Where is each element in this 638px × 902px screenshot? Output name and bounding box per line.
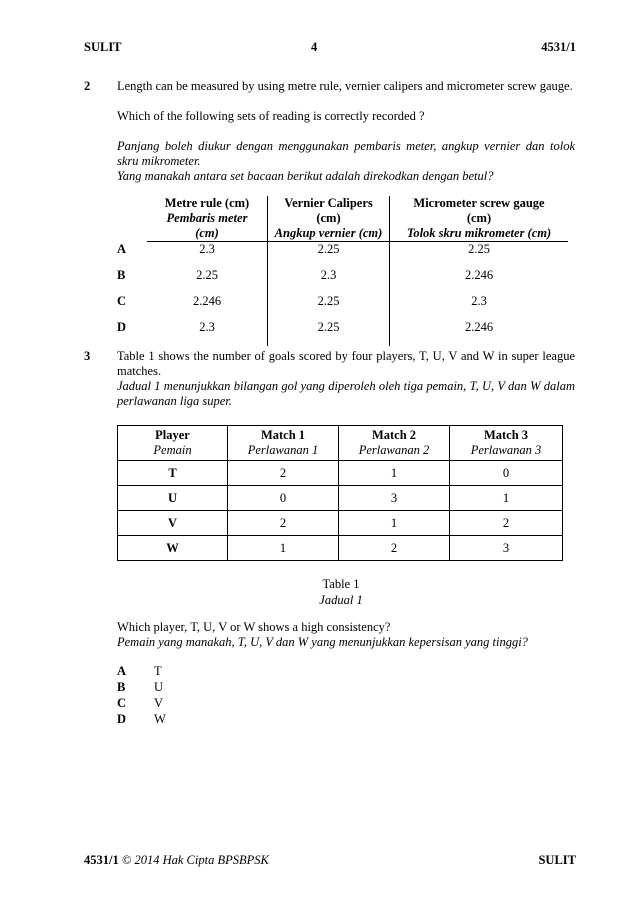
question-3-ask-ms: Pemain yang manakah, T, U, V dan W yang menunjukkan kepersisan yang tinggi? — [117, 635, 528, 649]
player-name: T — [118, 461, 228, 486]
table-row — [118, 536, 563, 561]
option-label: C — [117, 294, 127, 308]
table-row — [117, 320, 568, 346]
header-paper-code: 4531/1 — [541, 40, 576, 54]
col-header-match-1: Match 1 Perlawanan 1 — [228, 426, 339, 461]
footer-copyright-text: © 2014 Hak Cipta BPSBPSK — [121, 853, 269, 867]
cell-value: 2.3 — [268, 268, 390, 294]
cell-value: 1 — [228, 536, 339, 561]
question-2-number: 2 — [84, 79, 91, 93]
cell-value: 2.246 — [192, 294, 222, 308]
cell-value: 3 — [339, 486, 450, 511]
question-3-ask-en: Which player, T, U, V or W shows a high consistency? — [117, 620, 391, 634]
col-header-match-3: Match 3 Perlawanan 3 — [450, 426, 563, 461]
cell-value: 2 — [228, 511, 339, 536]
goals-table — [117, 425, 563, 561]
player-name: W — [118, 536, 228, 561]
col-header-metre-rule: Metre rule (cm) Pembaris meter (cm) — [147, 196, 268, 242]
table-row — [118, 461, 563, 486]
option-label: B — [117, 268, 126, 282]
cell-value: 1 — [450, 486, 563, 511]
question-3-number: 3 — [84, 349, 91, 363]
cell-value: 2.3 — [199, 320, 215, 334]
cell-value: 2 — [450, 511, 563, 536]
question-3-text-en: Table 1 shows the number of goals scored by four players, T, U, V and W in super league matches. — [117, 349, 575, 378]
option-label: A — [117, 241, 127, 256]
option-letter: C — [117, 696, 127, 710]
question-2-ask-en: Which of the following sets of reading is correctly recorded ? — [117, 109, 425, 123]
footer-copyright — [84, 853, 269, 868]
option-letter: A — [117, 664, 127, 678]
table-row — [118, 486, 563, 511]
page-number: 4 — [311, 40, 318, 54]
cell-value: 2.25 — [196, 268, 218, 282]
question-2-text-ms: Panjang boleh diukur dengan menggunakan pembaris meter, angkup vernier dan tolok skru mikrometer. — [117, 139, 575, 168]
header-classification: SULIT — [84, 40, 122, 54]
question-3-text-ms: Jadual 1 menunjukkan bilangan gol yang diperoleh oleh tiga pemain, T, U, V dan W dalam perlawanan liga super. — [117, 379, 575, 408]
cell-value: 2.3 — [390, 294, 569, 320]
footer-paper-code: 4531/1 — [84, 853, 119, 867]
player-name: U — [118, 486, 228, 511]
footer-classification: SULIT — [538, 853, 576, 867]
cell-value: 2.25 — [268, 294, 390, 320]
option-label: D — [117, 320, 127, 334]
cell-value: 2 — [339, 536, 450, 561]
table-row — [117, 268, 568, 294]
option-text: V — [154, 696, 164, 710]
option-letter: D — [117, 712, 127, 726]
cell-value: 2.246 — [390, 320, 569, 346]
cell-value: 2.25 — [268, 320, 390, 346]
question-2-readings-table — [117, 196, 568, 346]
col-header-match-2: Match 2 Perlawanan 2 — [339, 426, 450, 461]
player-name: V — [118, 511, 228, 536]
option-letter: B — [117, 680, 126, 694]
cell-value: 2.246 — [390, 268, 569, 294]
cell-value: 1 — [339, 461, 450, 486]
cell-value: 0 — [228, 486, 339, 511]
cell-value: 2 — [228, 461, 339, 486]
option-text: W — [154, 712, 166, 726]
table-row — [118, 511, 563, 536]
cell-value: 2.25 — [390, 242, 569, 269]
cell-value: 1 — [339, 511, 450, 536]
question-2-ask-ms: Yang manakah antara set bacaan berikut adalah direkodkan dengan betul? — [117, 169, 494, 183]
cell-value: 0 — [450, 461, 563, 486]
table-row — [117, 294, 568, 320]
col-header-micrometer: Micrometer screw gauge (cm) Tolok skru mikrometer (cm) — [390, 196, 569, 242]
table-caption-en: Table 1 — [322, 577, 360, 591]
question-2-text-en: Length can be measured by using metre rule, vernier calipers and micrometer screw gauge. — [117, 79, 573, 93]
table-caption — [117, 576, 565, 608]
table-caption-ms: Jadual 1 — [319, 593, 363, 607]
table-row — [117, 242, 568, 269]
col-header-vernier-calipers: Vernier Calipers (cm) Angkup vernier (cm) — [268, 196, 390, 242]
col-header-player: Player Pemain — [118, 426, 228, 461]
option-text: U — [154, 680, 164, 694]
cell-value: 2.25 — [268, 242, 390, 269]
cell-value: 2.3 — [199, 242, 215, 256]
option-text: T — [154, 664, 162, 678]
cell-value: 3 — [450, 536, 563, 561]
